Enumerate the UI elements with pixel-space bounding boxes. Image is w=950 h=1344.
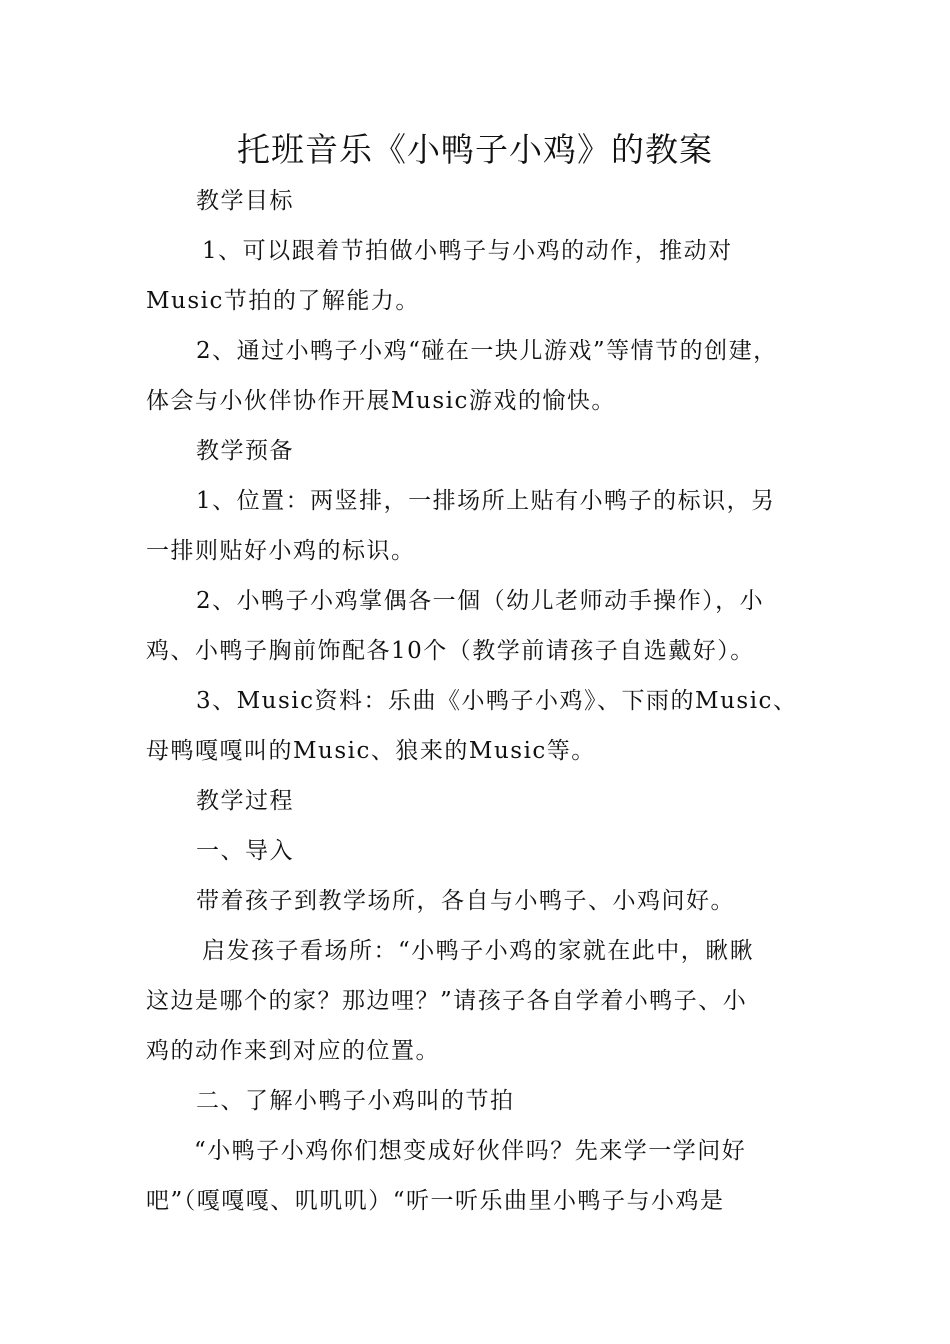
section-heading-process: 教学过程: [196, 788, 294, 814]
section-heading-objectives: 教学目标: [196, 188, 294, 214]
paragraph-line: 体会与小伙伴协作开展Music游戏的愉快。: [146, 388, 616, 414]
paragraph-line: 鸡、小鸭子胸前饰配各10个（教学前请孩子自选戴好）。: [146, 638, 755, 664]
document-body: [146, 176, 826, 1226]
document-title: 托班音乐《小鸭子小鸡》的教案: [237, 130, 713, 169]
subsection-heading: 二、了解小鸭子小鸡叫的节拍: [196, 1088, 515, 1114]
section-heading-preparation: 教学预备: [196, 438, 294, 464]
paragraph-line: 2、通过小鸭子小鸡“碰在一块儿游戏”等情节的创建，: [196, 338, 778, 364]
paragraph-line: Music节拍的了解能力。: [146, 288, 420, 314]
paragraph-line: 这边是哪个的家？那边哩？”请孩子各自学着小鸭子、小: [146, 988, 748, 1014]
paragraph-line: 2、小鸭子小鸡掌偶各一個（幼儿老师动手操作），小: [196, 588, 765, 614]
paragraph-line: 母鸭嘎嘎叫的Music、狼来的Music等。: [146, 738, 596, 764]
subsection-heading: 一、导入: [196, 838, 294, 864]
paragraph-line: 启发孩子看场所：“小鸭子小鸡的家就在此中，瞅瞅: [202, 938, 755, 964]
paragraph-line: 3、Music资料：乐曲《小鸭子小鸡》、下雨的Music、: [196, 688, 798, 714]
paragraph-line: 一排则贴好小鸡的标识。: [146, 538, 416, 564]
paragraph-line: 1、位置：两竖排，一排场所上贴有小鸭子的标识，另: [196, 488, 776, 514]
paragraph-line: 吧”（嘎嘎嘎、叽叽叽）“听一听乐曲里小鸭子与小鸡是: [146, 1188, 725, 1214]
paragraph-line: “小鸭子小鸡你们想变成好伙伴吗？先来学一学问好: [194, 1138, 747, 1164]
paragraph-line: 鸡的动作来到对应的位置。: [146, 1038, 440, 1064]
paragraph-line: 带着孩子到教学场所，各自与小鸭子、小鸡问好。: [196, 888, 735, 914]
paragraph-line: 1、可以跟着节拍做小鸭子与小鸡的动作，推动对: [202, 238, 733, 264]
